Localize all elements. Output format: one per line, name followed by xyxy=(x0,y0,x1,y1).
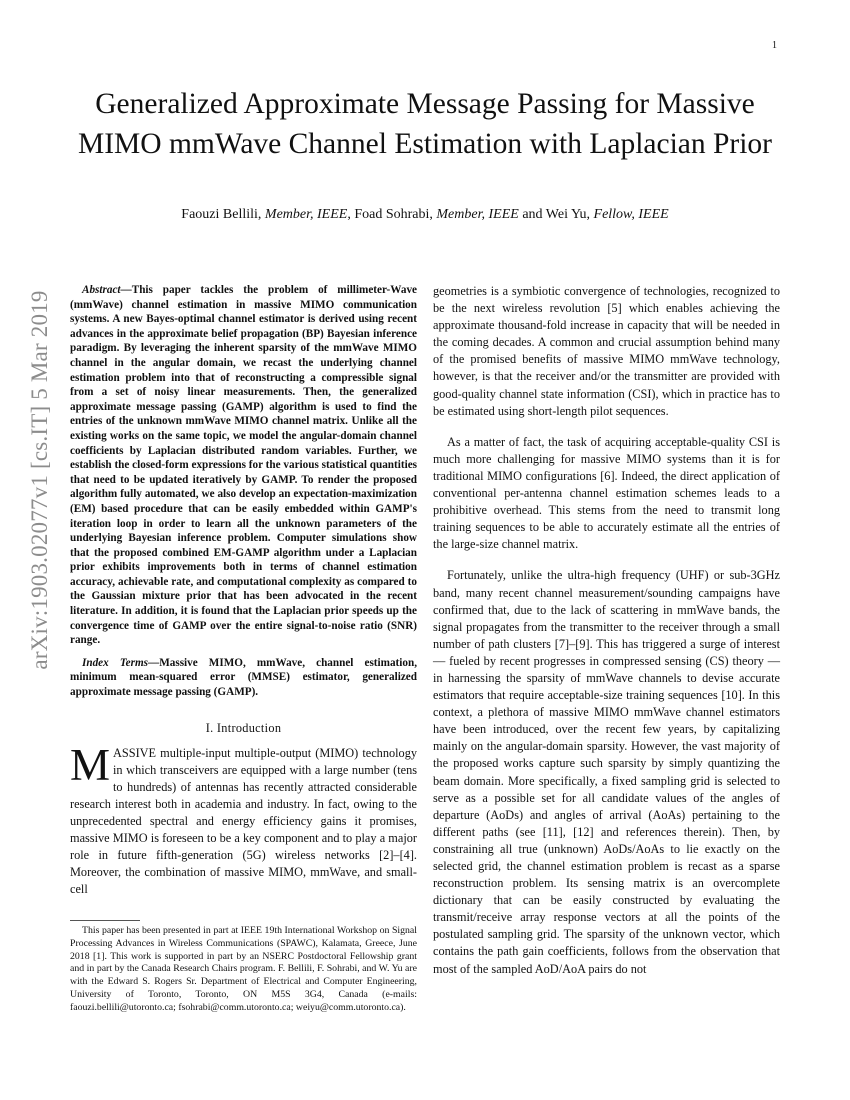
dropcap-letter: M xyxy=(70,739,111,790)
author-name: and Wei Yu, xyxy=(518,207,591,222)
arxiv-stamp[interactable]: arXiv:1903.02077v1 [cs.IT] 5 Mar 2019 xyxy=(27,290,52,670)
abstract xyxy=(70,283,417,648)
body-paragraph: geometries is a symbiotic convergence of technologies, recognized to be the next wireless revolution [5] which enables achieving the approximate thousand-fold increase in capacity that will be needed in the coming decades. A common and crucial assumption behind many of the promised benefits of massive MIMO mmWave technology, however, is that the receiver and/or the transmitter are provided with good-quality channel state information (CSI), which in practice has to be estimated using short-length pilot sequences. xyxy=(433,284,780,418)
abstract-lead: Abstract xyxy=(82,284,121,296)
index-terms xyxy=(70,656,417,700)
intro-text: multiple-input multiple-output (MIMO) technology in which transceivers are equipped with a large number (tens to hundreds) of antennas has recently attracted considerable research interest both in academia and industry. In fact, owing to the unprecedented spectral and energy efficiency gains it promises, massive MIMO is foreseen to be a key component and to play a major role in future fifth-generation (5G) wireless networks [2]–[4]. Moreover, the combination of massive MIMO, mmWave, and small-cell xyxy=(70,745,417,897)
index-terms-lead: Index Terms xyxy=(82,656,148,669)
intro-smallcaps: ASSIVE xyxy=(113,745,157,760)
author-role: Member, IEEE xyxy=(264,207,348,222)
footnote-text: This paper has been presented in part at IEEE 19th International Workshop on Signal Processing Advances in Wireless Communications (SPAWC), Kalamata, Greece, June 2018 [1]. This work is supported in part by an NSERC Postdoctoral Fellowship grant and in part by the Canada Research Chairs program. F. Bellili, F. Sohrabi, and W. Yu are with the Edward S. Rogers Sr. Department of Electrical and Computer Engineering, University of Toronto, Toronto, ON M5S 3G4, Canada (e-mails: faouzi.bellili@utoronto.ca; fsohrabi@comm.utoronto.ca; weiyu@comm.utoronto.ca). xyxy=(70,925,417,1013)
author-name: Faouzi Bellili, xyxy=(181,207,262,222)
right-column xyxy=(433,283,780,978)
left-column xyxy=(70,283,417,899)
author-role: Member, IEEE xyxy=(436,207,519,222)
abstract-text: —This paper tackles the problem of millimeter-Wave (mmWave) channel estimation in massive MIMO communication systems. A new Bayes-optimal channel estimator is derived using recent advances in the approximate belief propagation (BP) Bayesian inference paradigm. By leveraging the inherent sparsity of the mmWave MIMO channel in the angular domain, we recast the underlying channel estimation problem into that of reconstructing a compressible signal from a set of noisy linear measurements. Then, the generalized approximate message passing (GAMP) algorithm is used to find the entries of the unknown mmWave MIMO channel matrix. Unlike all the existing works on the same topic, we model the angular-domain channel coefficients by Laplacian distributed random variables. Further, we establish the closed-form expressions for the various statistical quantities that need to be updated iteratively by GAMP. To render the proposed algorithm fully automated, we also develop an expectation-maximization (EM) based procedure that can be easily embedded within GAMP's iteration loop in order to learn all the unknown parameters of the underlying Bayesian inference problem. Computer simulations show that the proposed combined EM-GAMP algorithm under a Laplacian prior exhibits improvements both in terms of channel estimation accuracy, achievable rate, and computational complexity as compared to the Gaussian mixture prior that has been advocated in the recent literature. In addition, it is found that the Laplacian prior speeds up the convergence time of GAMP over the entire signal-to-noise ratio (SNR) range. xyxy=(70,284,418,647)
body-paragraph: Fortunately, unlike the ultra-high frequency (UHF) or sub-3GHz band, many recent channel measurement/sounding campaigns have confirmed that, due to the lack of scattering in mmWave bands, the signal propagates from the transmitter to the receiver through a small number of path clusters [7]–[9]. This has triggered a surge of interest — fueled by recent progresses in compressed sensing (CS) theory — in harnessing the sparsity of mmWave channels to devise accurate estimators that require acceptable-size training sequences [10]. In this context, a plethora of massive MIMO mmWave channel estimators have been introduced, over the recent few years, by capitalizing mainly on the angular-domain sparsity. However, the vast majority of the proposed works capture such sparsity by simply quantizing the beam domain. More specifically, a fixed sampling grid is selected to serve as a possible set for all candidate values of the angles of departure (AoDs) and angles of arrival (AoAs) pertaining to the different paths (see [11], [12] and references therein). Then, by constraining all true (unknown) AoDs/AoAs to lie exactly on the selected grid, the channel estimation problem is recast as a sparse reconstruction problem. Its sensing matrix is an overcomplete dictionary that can be easily constructed by evaluating the transmit/receive array response vectors at all the points of the postulated sampling grid. The sparsity of the unknown vector, which contains the path gain coefficients, follows from the observation that most of the sampled AoD/AoA pairs do not xyxy=(433,568,780,976)
page-number: 1 xyxy=(772,40,777,51)
author-name: , Foad Sohrabi, xyxy=(347,207,433,222)
paper-title: Generalized Approximate Message Passing for Massive MIMO mmWave Channel Estimation with Laplacian Prior xyxy=(77,88,772,160)
section-heading: I. Introduction xyxy=(205,720,282,735)
author-line xyxy=(60,207,790,223)
intro-paragraph xyxy=(70,739,417,899)
index-terms-text: —Massive MIMO, mmWave, channel estimation, minimum mean-squared error (MMSE) estimator, generalized approximate message passing (GAMP). xyxy=(70,656,417,699)
footnote-rule xyxy=(70,920,140,921)
author-role: Fellow, IEEE xyxy=(593,207,669,222)
footnote xyxy=(70,925,417,1015)
body-paragraph: As a matter of fact, the task of acquiring acceptable-quality CSI is much more challenging for massive MIMO systems than it is for traditional MIMO configurations [6]. Indeed, the direct application of conventional per-antenna channel estimation schemes leads to a prohibitive overhead. This stems from the need to transmit long training sequences to be able to accurately estimate all the entries of the large-size channel matrix. xyxy=(433,434,780,552)
